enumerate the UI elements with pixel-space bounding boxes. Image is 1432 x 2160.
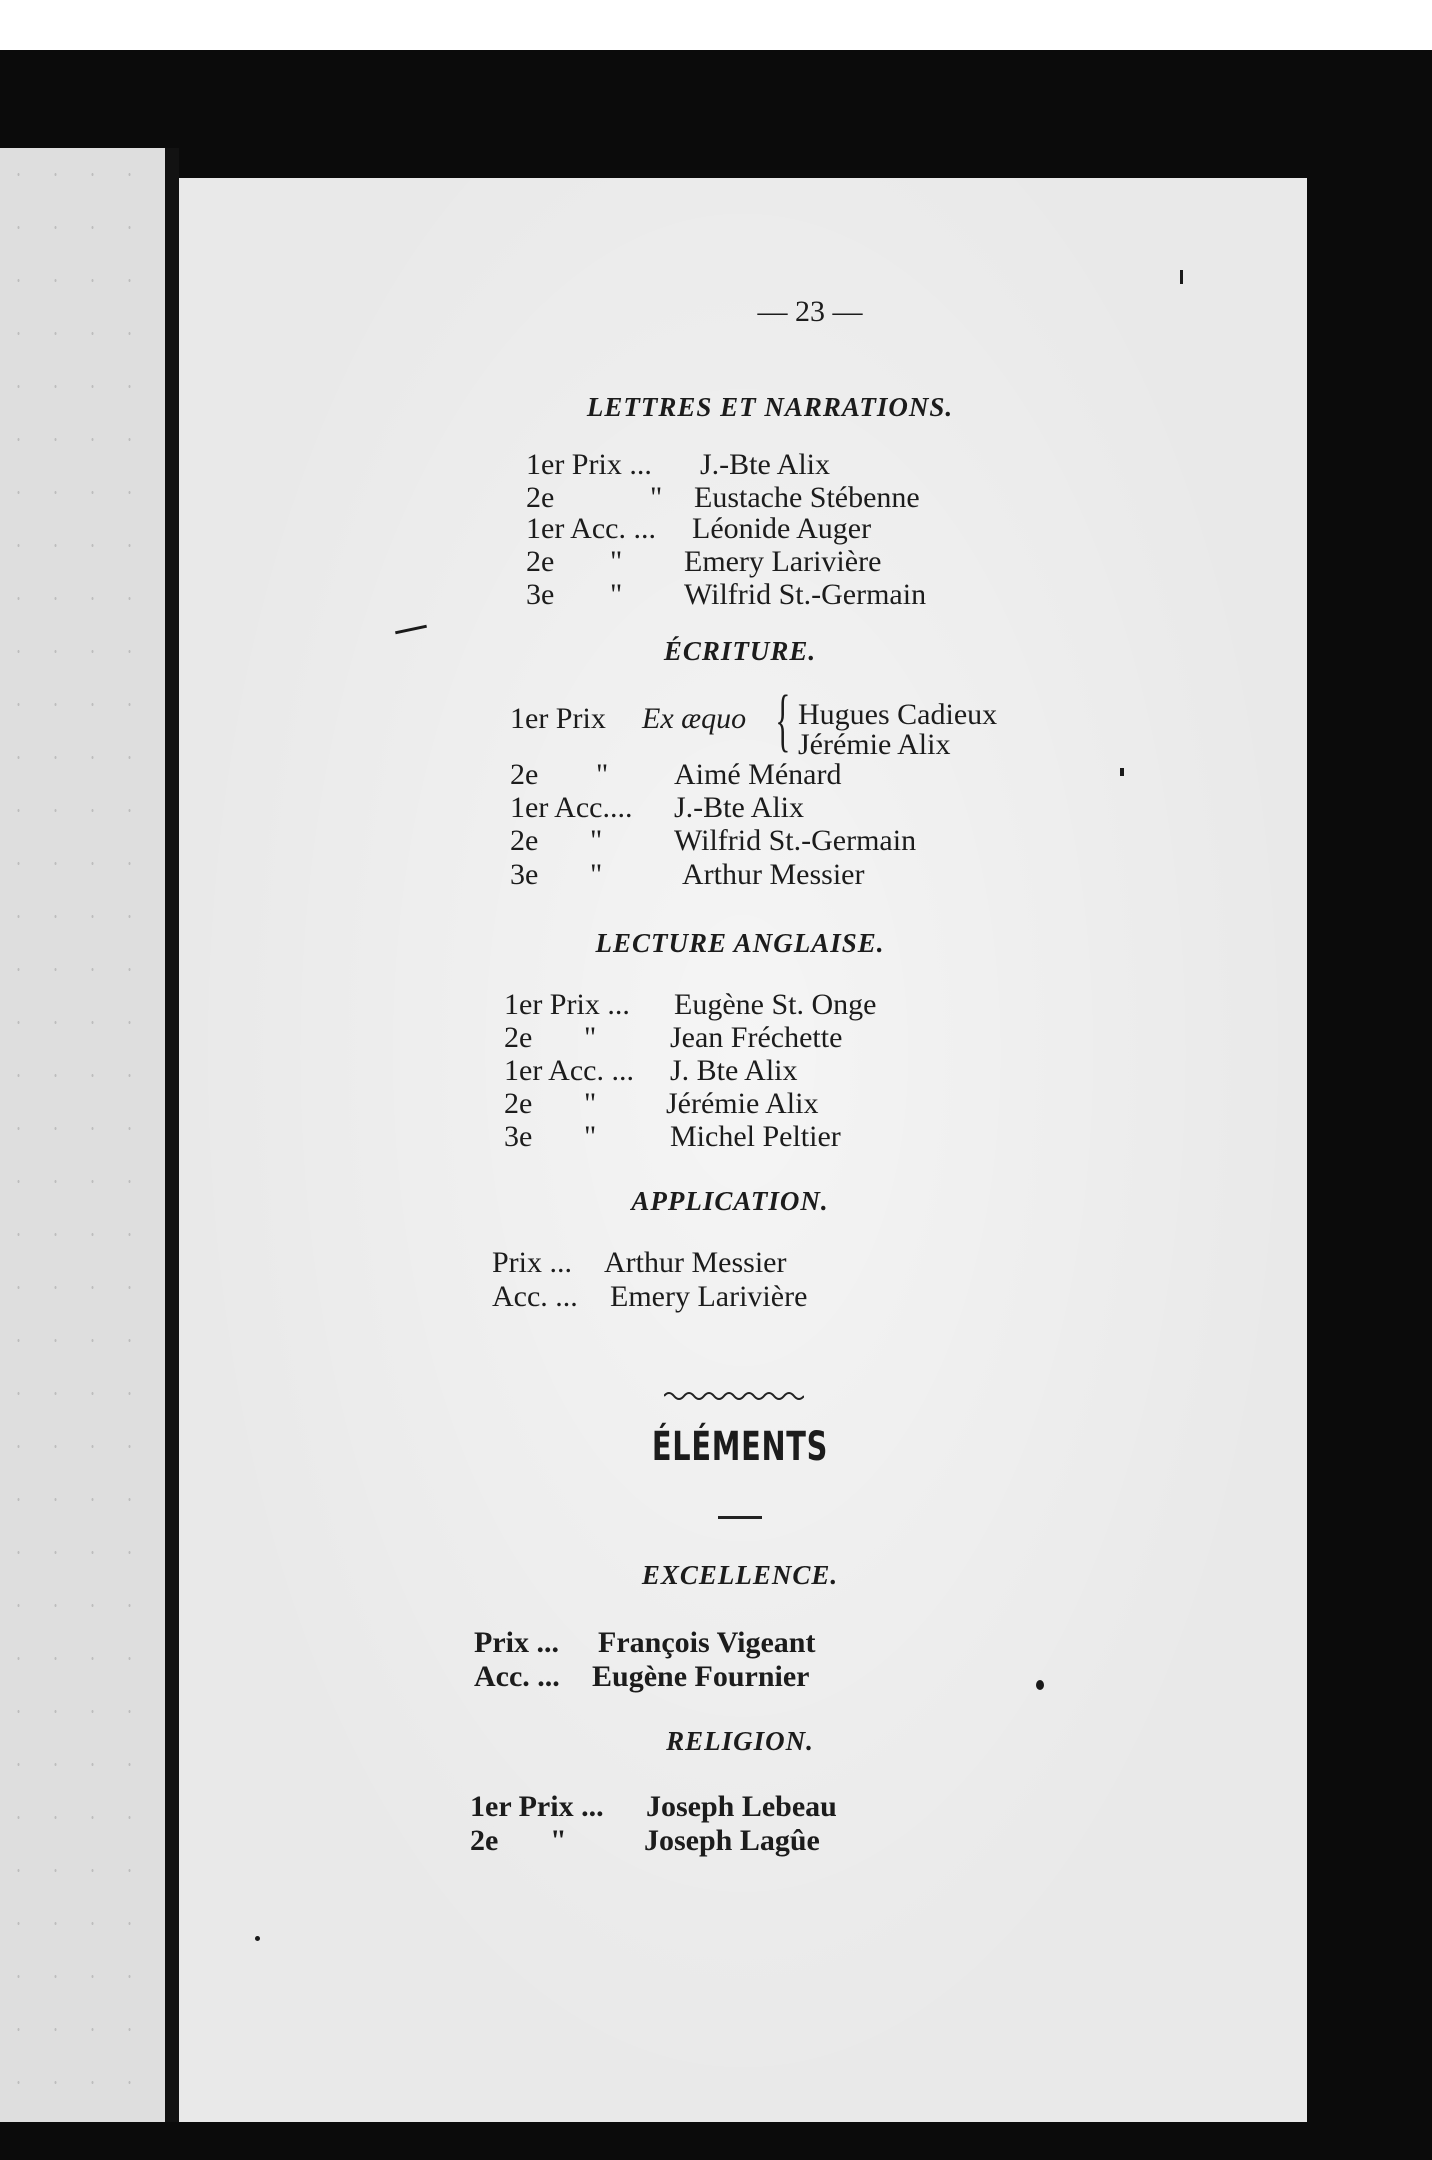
tied-name: Hugues Cadieux	[798, 698, 998, 731]
ditto-mark: "	[584, 1120, 597, 1153]
ditto-mark: "	[650, 481, 663, 514]
recipient-name: Emery Larivière	[684, 545, 882, 578]
rank-label: Prix ...	[474, 1626, 559, 1659]
rank-label: 1er Acc....	[510, 791, 633, 824]
recipient-name: Arthur Messier	[604, 1246, 787, 1279]
page-speck	[1036, 1680, 1044, 1690]
rank-label: 1er Prix ...	[526, 448, 652, 481]
recipient-name: Wilfrid St.-Germain	[674, 824, 917, 857]
rank-label: 3e	[526, 578, 555, 611]
rank-label: 1er Prix	[510, 702, 606, 735]
recipient-name: J. Bte Alix	[670, 1054, 798, 1087]
rank-label: 1er Acc. ...	[526, 512, 656, 545]
rank-label: 3e	[510, 858, 539, 891]
recipient-name: J.-Bte Alix	[700, 448, 831, 481]
page-speck	[255, 1936, 260, 1941]
rank-label: 2e	[470, 1824, 499, 1857]
section-heading-lecture: LECTURE ANGLAISE.	[595, 928, 885, 958]
rank-label: 2e	[504, 1021, 533, 1054]
recipient-name: Eugène Fournier	[592, 1660, 810, 1693]
recipient-name: Jean Fréchette	[670, 1021, 843, 1054]
ditto-mark: "	[610, 545, 623, 578]
short-rule	[718, 1516, 762, 1519]
section-heading-ecriture: ÉCRITURE.	[663, 636, 817, 666]
recipient-name: Wilfrid St.-Germain	[684, 578, 927, 611]
section-heading-excellence: EXCELLENCE.	[641, 1560, 839, 1590]
rank-label: 3e	[504, 1120, 533, 1153]
recipient-name: Arthur Messier	[682, 858, 865, 891]
recipient-name: Eustache Stébenne	[694, 481, 920, 514]
recipient-name: François Vigeant	[598, 1626, 816, 1659]
ex-aequo-label: Ex æquo	[642, 702, 747, 735]
page-number: — 23 —	[757, 295, 863, 328]
recipient-name: Joseph Lagûe	[644, 1824, 820, 1857]
ditto-mark: "	[550, 1824, 567, 1857]
tied-name: Jérémie Alix	[798, 728, 951, 761]
ditto-mark: "	[596, 758, 609, 791]
top-margin	[0, 0, 1432, 50]
wavy-divider	[664, 1390, 804, 1402]
recipient-name: Joseph Lebeau	[646, 1790, 837, 1823]
division-title: ÉLÉMENTS	[651, 1424, 829, 1470]
recipient-name: Emery Larivière	[610, 1280, 808, 1313]
ditto-mark: "	[584, 1087, 597, 1120]
rank-label: 1er Prix ...	[504, 988, 630, 1021]
rank-label: 2e	[510, 824, 539, 857]
rank-label: Acc. ...	[492, 1280, 578, 1313]
rank-label: Prix ...	[492, 1246, 573, 1279]
rank-label: 2e	[526, 545, 555, 578]
rank-label: 1er Prix ...	[470, 1790, 604, 1823]
recipient-name: Jérémie Alix	[666, 1087, 819, 1120]
page-speck	[1180, 270, 1183, 284]
rank-label: Acc. ...	[474, 1660, 560, 1693]
rank-label: 2e	[504, 1087, 533, 1120]
recipient-name: Aimé Ménard	[674, 758, 842, 791]
ditto-mark: "	[584, 1021, 597, 1054]
ditto-mark: "	[610, 578, 623, 611]
recipient-name: Michel Peltier	[670, 1120, 841, 1153]
recipient-name: J.-Bte Alix	[674, 791, 805, 824]
recipient-name: Léonide Auger	[692, 512, 872, 545]
section-heading-application: APPLICATION.	[631, 1186, 829, 1216]
facing-page-edge	[0, 148, 165, 2122]
rank-label: 1er Acc. ...	[504, 1054, 634, 1087]
ditto-mark: "	[590, 824, 603, 857]
page-speck	[1120, 768, 1124, 776]
brace-symbol: {	[775, 682, 791, 759]
section-heading-lettres: LETTRES ET NARRATIONS.	[586, 392, 954, 422]
recipient-name: Eugène St. Onge	[674, 988, 877, 1021]
rank-label: 2e	[510, 758, 539, 791]
rank-label: 2e	[526, 481, 555, 514]
ditto-mark: "	[590, 858, 603, 891]
book-gutter	[165, 148, 179, 2122]
section-heading-religion: RELIGION.	[666, 1726, 814, 1756]
